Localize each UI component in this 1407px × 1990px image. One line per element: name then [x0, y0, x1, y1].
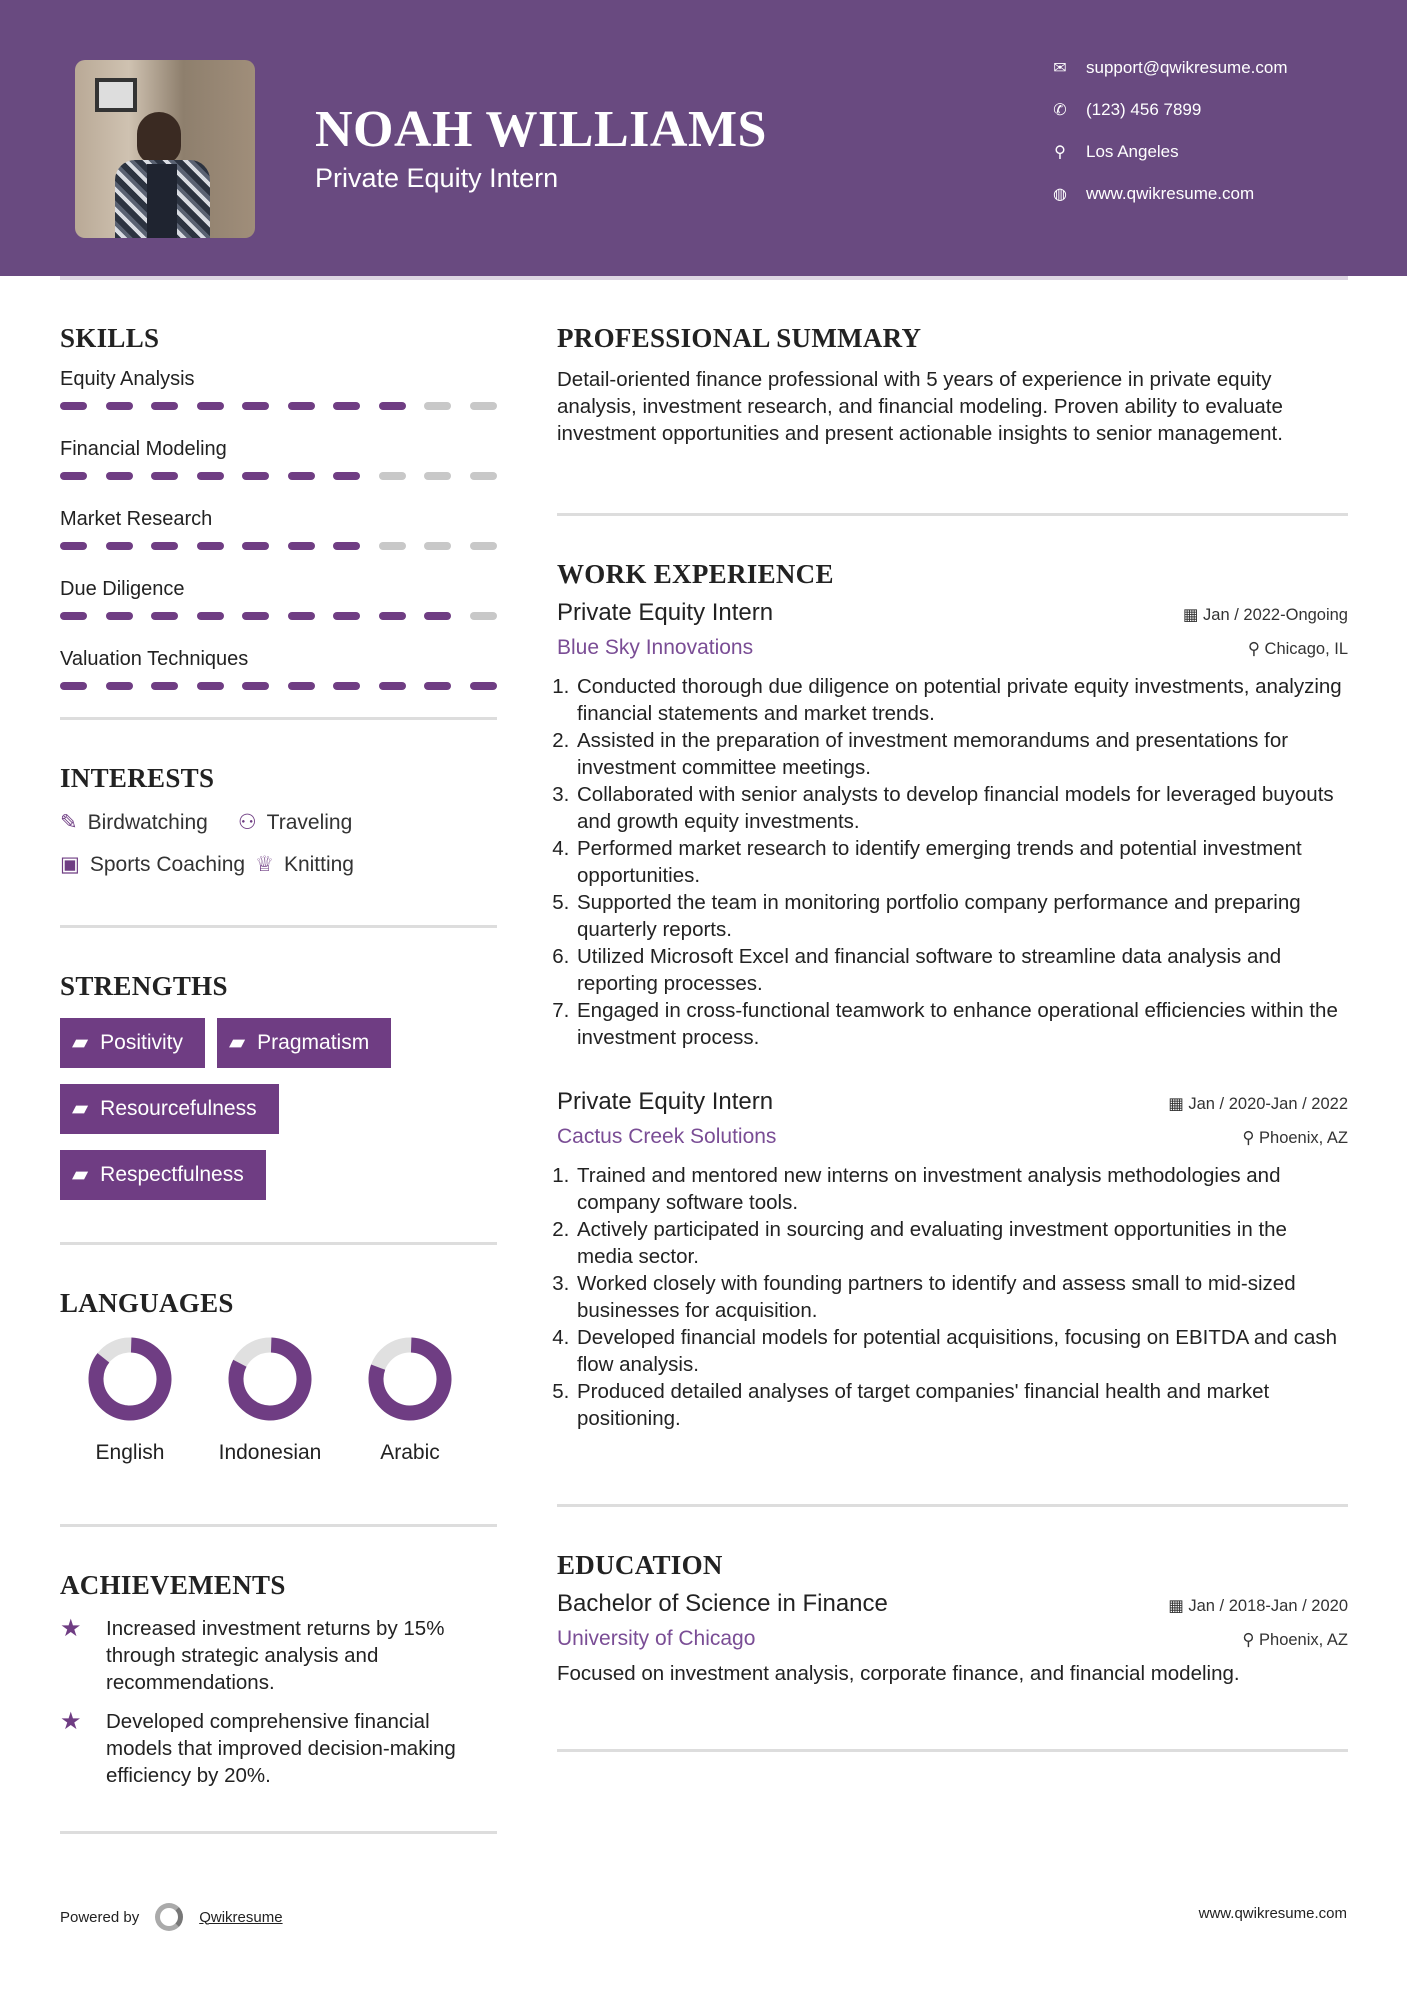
- rating-dash: [470, 402, 497, 410]
- school: University of Chicago: [557, 1627, 756, 1650]
- skill-item: [60, 646, 497, 690]
- divider: [60, 1242, 497, 1245]
- rating-dash: [470, 542, 497, 550]
- calendar-icon: ▦: [1168, 1597, 1189, 1615]
- skill-rating: [60, 402, 497, 410]
- contact-website[interactable]: [1050, 184, 1254, 204]
- language-label: English: [95, 1441, 165, 1464]
- pin-icon: ⚲: [1242, 1631, 1260, 1649]
- interest-item: [60, 852, 245, 878]
- map-pin-icon: ⚲: [1054, 144, 1066, 161]
- book-icon: ▰: [229, 1031, 246, 1054]
- rating-dash: [470, 612, 497, 620]
- job-location: [1248, 638, 1348, 660]
- rating-dash: [106, 472, 133, 480]
- achievement-item: [60, 1615, 497, 1696]
- rating-dash: [333, 682, 360, 690]
- rating-dash: [333, 542, 360, 550]
- education-dates: [1168, 1595, 1348, 1617]
- qwikresume-link[interactable]: Qwikresume: [199, 1908, 283, 1926]
- calendar-icon: ▦: [1168, 1095, 1189, 1113]
- skill-item: [60, 506, 497, 550]
- rating-dash: [379, 472, 406, 480]
- job-bullet: 4. Performed market research to identify emerging trends and potential investment opportunities.: [575, 835, 1348, 889]
- job-dates: [1168, 1093, 1348, 1115]
- star-icon: ★: [60, 1708, 82, 1735]
- interest-label: Birdwatching: [87, 811, 208, 834]
- achievement-item: [60, 1708, 497, 1789]
- qwikresume-logo-icon: [155, 1903, 183, 1931]
- strengths-heading: STRENGTHS: [60, 971, 228, 1001]
- job-dates: [1183, 604, 1348, 626]
- job-bullet: 7. Engaged in cross-functional teamwork to enhance operational efficiencies within the investment process.: [575, 997, 1348, 1051]
- dates-text: Jan / 2020-Jan / 2022: [1188, 1095, 1348, 1113]
- location-text: Chicago, IL: [1264, 640, 1348, 658]
- divider: [60, 1524, 497, 1527]
- languages-section: [60, 1288, 497, 1524]
- job-bullet: 5. Produced detailed analyses of target companies' financial health and market positioning.: [575, 1378, 1348, 1432]
- rating-dash: [333, 402, 360, 410]
- divider: [557, 1504, 1348, 1507]
- job-bullet: 2. Actively participated in sourcing and evaluating investment opportunities in the media sector.: [575, 1216, 1348, 1270]
- interests-heading: INTERESTS: [60, 763, 215, 793]
- language-donut: [88, 1337, 172, 1421]
- divider: [557, 1749, 1348, 1752]
- languages-heading: LANGUAGES: [60, 1288, 234, 1318]
- envelope-icon: ✉: [1053, 60, 1067, 77]
- rating-dash: [333, 612, 360, 620]
- strength-label: Pragmatism: [257, 1031, 370, 1054]
- rating-dash: [242, 682, 269, 690]
- star-icon: ★: [60, 1615, 82, 1642]
- rating-dash: [60, 542, 87, 550]
- skill-label: Equity Analysis: [60, 368, 195, 390]
- rating-dash: [424, 472, 451, 480]
- language-label: Indonesian: [218, 1441, 322, 1464]
- rating-dash: [470, 682, 497, 690]
- job-bullets: [557, 673, 1348, 1051]
- divider: [60, 717, 497, 720]
- skill-rating: [60, 682, 497, 690]
- book-icon: ▰: [72, 1097, 89, 1120]
- calendar-icon: ▦: [1182, 606, 1204, 624]
- skills-heading: SKILLS: [60, 323, 160, 353]
- divider: [557, 513, 1348, 516]
- candidate-title: Private Equity Intern: [315, 163, 559, 193]
- skill-label: Market Research: [60, 508, 213, 530]
- globe-icon: ◍: [1053, 186, 1067, 203]
- book-icon: ▰: [72, 1163, 89, 1186]
- rating-dash: [151, 542, 178, 550]
- strength-chip: [60, 1150, 266, 1200]
- skill-item: [60, 436, 497, 480]
- rating-dash: [424, 402, 451, 410]
- skill-item: [60, 576, 497, 620]
- skill-label: Valuation Techniques: [60, 648, 249, 670]
- achievements-section: [60, 1570, 497, 1831]
- rating-dash: [424, 542, 451, 550]
- education-heading: EDUCATION: [557, 1550, 723, 1580]
- rating-dash: [424, 612, 451, 620]
- rating-dash: [60, 472, 87, 480]
- achievement-text: Developed comprehensive financial models that improved decision-making efficiency by 20%.: [106, 1710, 456, 1787]
- rating-dash: [60, 612, 87, 620]
- language-item: [60, 1337, 200, 1466]
- language-item: [200, 1337, 340, 1466]
- job-bullets: [557, 1162, 1348, 1432]
- strength-label: Positivity: [100, 1031, 184, 1054]
- rating-dash: [288, 682, 315, 690]
- rating-dash: [151, 682, 178, 690]
- rating-dash: [379, 612, 406, 620]
- company-name: Cactus Creek Solutions: [557, 1125, 777, 1148]
- rating-dash: [106, 542, 133, 550]
- skills-section: [60, 323, 497, 717]
- job-bullet: 1. Conducted thorough due diligence on potential private equity investments, analyzing financial statements and market trends.: [575, 673, 1348, 727]
- rating-dash: [106, 402, 133, 410]
- job-location: [1242, 1127, 1348, 1149]
- language-label: Arabic: [380, 1441, 440, 1464]
- rating-dash: [379, 402, 406, 410]
- rating-dash: [288, 402, 315, 410]
- pencil-icon: ✎: [60, 811, 78, 834]
- rating-dash: [242, 612, 269, 620]
- rating-dash: [151, 402, 178, 410]
- job-bullet: 4. Developed financial models for potential acquisitions, focusing on EBITDA and cash flow analysis.: [575, 1324, 1348, 1378]
- briefcase-icon: ▣: [60, 853, 80, 876]
- location-text: Phoenix, AZ: [1259, 1631, 1348, 1649]
- strengths-section: [60, 971, 497, 1242]
- job-title: Private Equity Intern: [557, 599, 774, 626]
- contact-phone: [1050, 100, 1201, 120]
- achievement-text: Increased investment returns by 15% through strategic analysis and recommendations.: [106, 1617, 445, 1694]
- rating-dash: [288, 542, 315, 550]
- rating-dash: [333, 472, 360, 480]
- strength-chip: [60, 1084, 279, 1134]
- footer-powered: [60, 1903, 283, 1931]
- book-icon: ▰: [72, 1031, 89, 1054]
- interest-label: Sports Coaching: [89, 853, 246, 876]
- rating-dash: [197, 612, 224, 620]
- footer-url[interactable]: www.qwikresume.com: [1198, 1905, 1347, 1922]
- strength-chip: [217, 1018, 391, 1068]
- skill-item: [60, 366, 497, 410]
- skill-rating: [60, 612, 497, 620]
- summary-section: [557, 323, 1348, 513]
- job-entry: [557, 598, 1348, 1051]
- rating-dash: [197, 472, 224, 480]
- rating-dash: [379, 682, 406, 690]
- rating-dash: [60, 402, 87, 410]
- strength-chip: [60, 1018, 205, 1068]
- rating-dash: [60, 682, 87, 690]
- pin-icon: ⚲: [1247, 640, 1265, 658]
- rating-dash: [106, 682, 133, 690]
- job-bullet: 1. Trained and mentored new interns on investment analysis methodologies and company software tools.: [575, 1162, 1348, 1216]
- contact-email[interactable]: [1050, 58, 1288, 78]
- rating-dash: [197, 542, 224, 550]
- interests-section: [60, 763, 497, 925]
- strength-label: Resourcefulness: [100, 1097, 257, 1120]
- powered-by-text: Powered by: [60, 1908, 140, 1926]
- job-title: Private Equity Intern: [557, 1088, 774, 1115]
- rating-dash: [379, 542, 406, 550]
- education-section: [557, 1550, 1348, 1749]
- rating-dash: [151, 472, 178, 480]
- interest-item: [238, 810, 352, 836]
- email-text: support@qwikresume.com: [1086, 58, 1288, 77]
- rating-dash: [151, 612, 178, 620]
- summary-text: Detail-oriented finance professional with 5 years of experience in private equity analysis, investment research, and financial modeling. Proven ability to evaluate investment opportunities and present actionable insights to senior management.: [557, 368, 1283, 445]
- contact-location: [1050, 142, 1179, 162]
- right-column: [557, 323, 1348, 1795]
- header-divider: [60, 276, 1348, 280]
- job-bullet: 3. Worked closely with founding partners to identify and assess small to mid-sized businesses for acquisition.: [575, 1270, 1348, 1324]
- trophy-icon: ♕: [255, 853, 274, 876]
- phone-icon: ✆: [1053, 102, 1067, 119]
- strength-label: Respectfulness: [100, 1163, 244, 1186]
- job-bullet: 5. Supported the team in monitoring portfolio company performance and preparing quarterly reports.: [575, 889, 1348, 943]
- summary-heading: PROFESSIONAL SUMMARY: [557, 323, 922, 353]
- job-entry: [557, 1087, 1348, 1432]
- website-text: www.qwikresume.com: [1086, 184, 1255, 203]
- interest-label: Traveling: [266, 811, 353, 834]
- language-donut: [228, 1337, 312, 1421]
- rating-dash: [242, 542, 269, 550]
- binoculars-icon: ⚇: [237, 811, 257, 834]
- profile-photo: [75, 60, 255, 238]
- skill-rating: [60, 542, 497, 550]
- location-text: Phoenix, AZ: [1259, 1129, 1348, 1147]
- job-bullet: 3. Collaborated with senior analysts to develop financial models for leveraged buyouts and growth equity investments.: [575, 781, 1348, 835]
- pin-icon: ⚲: [1242, 1129, 1260, 1147]
- degree: Bachelor of Science in Finance: [557, 1590, 888, 1617]
- experience-section: [557, 559, 1348, 1504]
- divider: [60, 925, 497, 928]
- interest-label: Knitting: [283, 853, 354, 876]
- rating-dash: [424, 682, 451, 690]
- rating-dash: [242, 402, 269, 410]
- experience-heading: WORK EXPERIENCE: [557, 559, 834, 589]
- dates-text: Jan / 2018-Jan / 2020: [1188, 1597, 1348, 1615]
- location-text: Los Angeles: [1086, 142, 1179, 161]
- rating-dash: [242, 472, 269, 480]
- rating-dash: [197, 682, 224, 690]
- phone-text: (123) 456 7899: [1086, 100, 1202, 119]
- job-bullet: 2. Assisted in the preparation of investment memorandums and presentations for investment committee meetings.: [575, 727, 1348, 781]
- dates-text: Jan / 2022-Ongoing: [1203, 606, 1348, 624]
- language-donut: [368, 1337, 452, 1421]
- education-text: Focused on investment analysis, corporate finance, and financial modeling.: [557, 1662, 1240, 1685]
- education-location: [1242, 1629, 1348, 1651]
- rating-dash: [288, 612, 315, 620]
- job-bullet: 6. Utilized Microsoft Excel and financial software to streamline data analysis and reporting processes.: [575, 943, 1348, 997]
- rating-dash: [288, 472, 315, 480]
- achievements-heading: ACHIEVEMENTS: [60, 1570, 286, 1600]
- candidate-name: NOAH WILLIAMS: [315, 101, 767, 158]
- rating-dash: [470, 472, 497, 480]
- language-item: [340, 1337, 480, 1466]
- skill-rating: [60, 472, 497, 480]
- interest-item: [60, 810, 208, 836]
- divider: [60, 1831, 497, 1834]
- rating-dash: [106, 612, 133, 620]
- interest-item: [255, 852, 354, 878]
- company-name: Blue Sky Innovations: [557, 636, 754, 659]
- skill-label: Due Diligence: [60, 578, 185, 600]
- left-column: [60, 323, 497, 1877]
- rating-dash: [197, 402, 224, 410]
- skill-label: Financial Modeling: [60, 438, 227, 460]
